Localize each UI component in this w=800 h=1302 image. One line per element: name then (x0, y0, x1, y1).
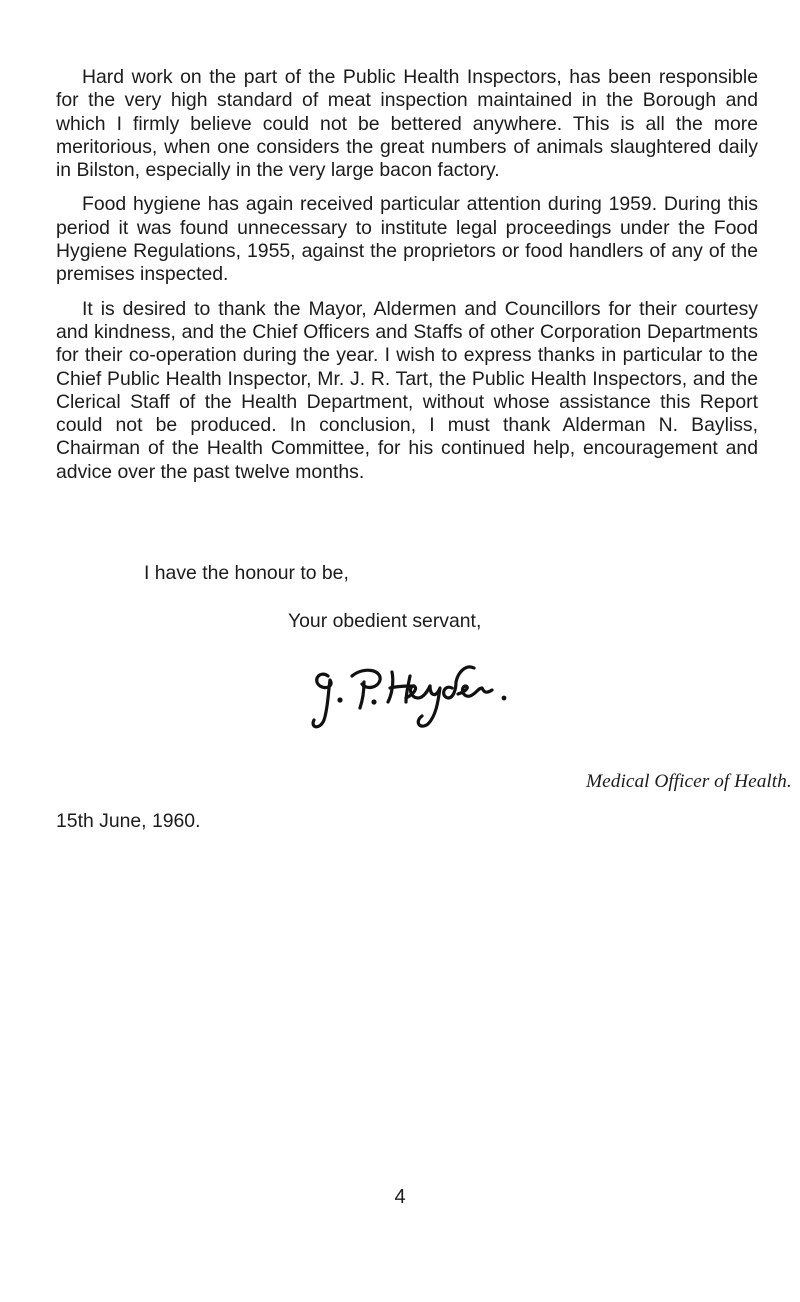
paragraph-food-hygiene: Food hygiene has again received particular attention during 1959. During this period it was found unnecessary to institute legal proceedings under the Food Hygiene Regulations, 1955, against the proprietors or food handlers of any of the premises inspected. (56, 193, 758, 286)
paragraph-meat-inspection: Hard work on the part of the Public Health Inspectors, has been responsible for the very high standard of meat inspection maintained in the Borough and which I firmly believe could not be bettered anywhere. This is all the more meritorious, when one considers the great numbers of animals slaughtered daily in Bilston, especially in the very large bacon factory. (56, 66, 758, 182)
closing-line-servant: Your obedient servant, (288, 610, 482, 632)
handwritten-signature-icon (306, 658, 516, 736)
page-number: 4 (394, 1186, 406, 1208)
document-page (56, 66, 792, 832)
closing-line-honour: I have the honour to be, (144, 562, 349, 584)
paragraph-acknowledgements: It is desired to thank the Mayor, Aldermen and Councillors for their courtesy and kindness, and the Chief Officers and Staffs of other Corporation Departments for their co-operation during the year. I wish to express thanks in particular to the Chief Public Health Inspector, Mr. J. R. Tart, the Public Health Inspectors, and the Clerical Staff of the Health Department, without whose assistance this Report could not be produced. In conclusion, I must thank Alderman N. Bayliss, Chairman of the Health Committee, for his continued help, encouragement and advice over the past twelve months. (56, 297, 758, 483)
report-date: 15th June, 1960. (56, 810, 201, 832)
signatory-title: Medical Officer of Health. (586, 771, 792, 792)
